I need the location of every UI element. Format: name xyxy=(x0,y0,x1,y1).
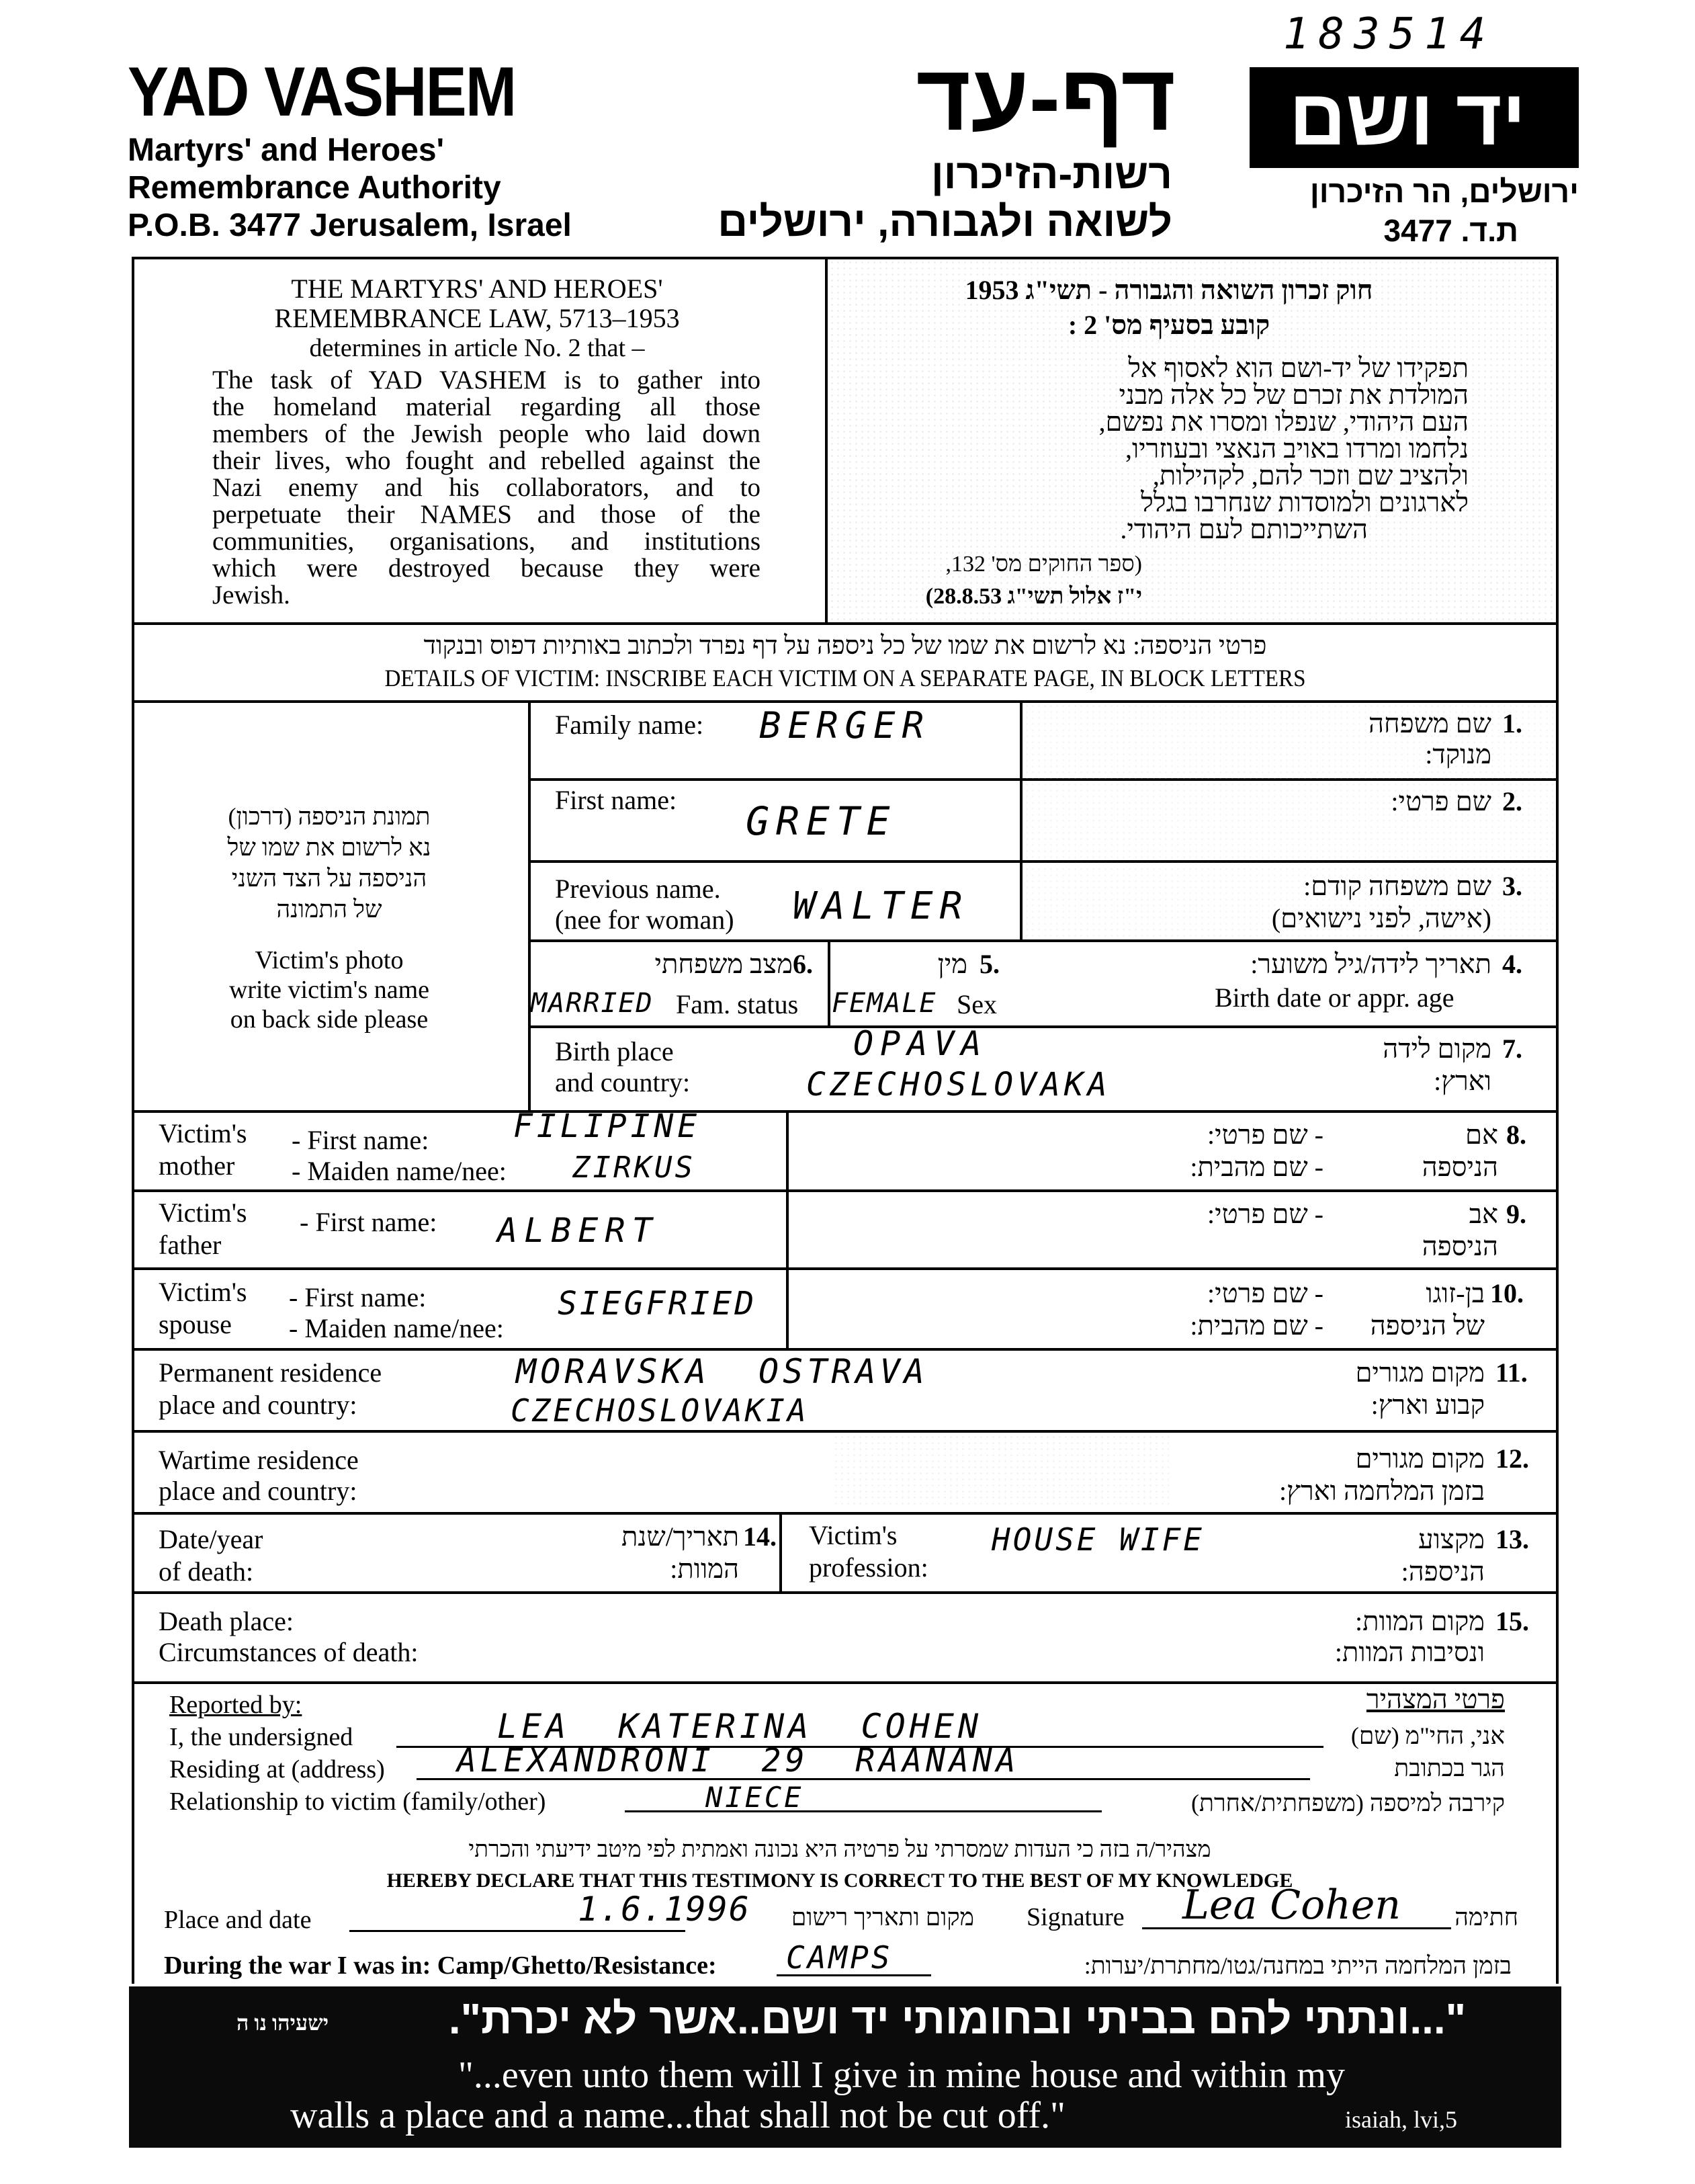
reporter-title-he: פרטי המצהיר xyxy=(1366,1684,1505,1714)
father-he-1: אב xyxy=(1469,1199,1498,1229)
row-line xyxy=(132,1512,1559,1515)
father-first-name-value: ALBERT xyxy=(497,1211,659,1250)
profession-he-1: מקצוע xyxy=(1418,1524,1485,1554)
previous-name-label-1: Previous name. xyxy=(555,874,721,904)
birth-place-value-1: OPAVA xyxy=(853,1024,988,1063)
death-place-label-2: Circumstances of death: xyxy=(159,1637,419,1667)
photo-en-3: on back side please xyxy=(230,1005,429,1034)
quote-en-ref: isaiah, lvi,5 xyxy=(1345,2106,1457,2133)
profession-label-1: Victim's xyxy=(809,1520,898,1550)
permanent-residence-label-1: Permanent residence xyxy=(159,1357,382,1388)
mother-first-name-label: - First name: xyxy=(292,1125,429,1155)
reporter-title-en: Reported by: xyxy=(169,1691,302,1719)
law-en-line: perpetuate their NAMES and those of the xyxy=(212,500,760,529)
birth-place-he-2: וארץ: xyxy=(1434,1066,1491,1096)
law-he-line: העם היהודי, שנפלו ומסרו את נפשם, xyxy=(1098,407,1469,437)
law-en-line: the homeland material regarding all those xyxy=(212,392,760,421)
relationship-he: קירבה למיספה (משפחתית/אחרת) xyxy=(1191,1790,1505,1816)
fam-status-he: מצב משפחתי xyxy=(654,949,793,979)
photo-he-3: הניספה על הצד השני xyxy=(231,865,427,892)
sex-label: Sex xyxy=(957,989,997,1019)
spouse-label-1: Victim's xyxy=(159,1277,247,1307)
permanent-residence-label-2: place and country: xyxy=(159,1390,357,1420)
law-he-line: לארגונים ולמוסדות שנחרבו בגלל xyxy=(1141,487,1469,517)
law-he-line: השתייכותם לעם היהודי. xyxy=(1120,514,1368,544)
photo-en-1: Victim's photo xyxy=(255,946,404,974)
logo-text: יד ושם xyxy=(1289,73,1526,162)
family-name-he-1: שם משפחה xyxy=(1368,708,1491,739)
law-he-line: תפקידו של יד-ושם הוא לאסוף אל xyxy=(1128,353,1469,383)
field-14-num: 14. xyxy=(743,1521,777,1552)
war-he: בזמן המלחמה הייתי במחנה/גטו/מחתרת/יערות: xyxy=(1084,1952,1512,1979)
he-right-line-2: ת.ד. 3477 xyxy=(1383,213,1518,248)
first-name-label: First name: xyxy=(555,785,677,815)
relationship-label: Relationship to victim (family/other) xyxy=(169,1788,546,1816)
field-value-divider xyxy=(1020,700,1023,942)
first-name-value: GRETE xyxy=(746,798,897,844)
org-address: P.O.B. 3477 Jerusalem, Israel xyxy=(128,208,572,243)
previous-name-he-2: (אישה, לפני נישואים) xyxy=(1271,903,1491,933)
sex-divider xyxy=(828,939,830,1025)
spouse-maiden-name-label: - Maiden name/nee: xyxy=(289,1313,504,1343)
field-2-num: 2. xyxy=(1502,786,1522,816)
death-place-he-2: ונסיבות המוות: xyxy=(1334,1637,1485,1667)
law-he-line: נלחמו ומרדו באויב הנאצי ובעוזריו, xyxy=(1125,433,1469,464)
org-subtitle-1: Martyrs' and Heroes' xyxy=(128,132,444,168)
death-place-he-1: מקום המוות: xyxy=(1354,1606,1485,1636)
spouse-he-1: בן-זוגו xyxy=(1426,1278,1485,1308)
law-he-line: המולדת את זכרם של כל אלה מבני xyxy=(1119,380,1469,410)
father-label-1: Victim's xyxy=(159,1198,247,1228)
row-line xyxy=(132,1189,1559,1192)
photo-he-1: תמונת הניספה (דרכון) xyxy=(228,803,431,830)
spouse-maiden-name-he: - שם מהבית: xyxy=(1190,1310,1323,1341)
fam-status-label: Fam. status xyxy=(676,989,799,1019)
permanent-residence-value-1: MORAVSKA OSTRAVA xyxy=(516,1352,928,1391)
relationship-line xyxy=(625,1810,1102,1812)
field-3-num: 3. xyxy=(1502,871,1522,901)
family-name-value: BERGER xyxy=(759,704,931,747)
mother-first-name-he: - שם פרטי: xyxy=(1207,1120,1323,1150)
residence-shading xyxy=(833,1434,1169,1508)
quote-he-ref: ישעיהו נו ה xyxy=(236,2011,329,2035)
family-name-he-2: מנוקד: xyxy=(1425,739,1491,769)
signature-label: Signature xyxy=(1027,1903,1125,1931)
father-first-name-he: - שם פרטי: xyxy=(1207,1199,1323,1229)
law-en-line: their lives, who fought and rebelled against the xyxy=(212,446,760,475)
org-name: YAD VASHEM xyxy=(128,53,516,131)
spouse-first-name-value: SIEGFRIED xyxy=(558,1285,757,1322)
undersigned-label: I, the undersigned xyxy=(169,1723,353,1751)
he-right-line-1: ירושלים, הר הזיכרון xyxy=(1309,174,1579,209)
law-he-title-2: קובע בסעיף מס' 2 : xyxy=(1068,310,1270,340)
field-6-num: 6. xyxy=(793,949,813,979)
birth-place-value-2: CZECHOSLOVAKA xyxy=(806,1066,1111,1103)
he-center-line-2: לשואה ולגבורה, ירושלים xyxy=(718,199,1172,245)
birth-place-label-2: and country: xyxy=(555,1067,691,1097)
previous-name-label-2: (nee for woman) xyxy=(555,905,734,935)
field-8-num: 8. xyxy=(1506,1120,1526,1150)
law-en-title-1: THE MARTYRS' AND HEROES' xyxy=(291,274,663,304)
death-date-he-2: המוות: xyxy=(670,1554,739,1584)
law-en-line: communities, organisations, and institutions xyxy=(212,527,760,556)
previous-name-he-1: שם משפחה קודם: xyxy=(1303,871,1491,901)
law-en-line: which were destroyed because they were xyxy=(212,554,760,583)
law-en-title-2: REMEMBRANCE LAW, 5713–1953 xyxy=(274,303,680,333)
place-date-line xyxy=(349,1930,685,1932)
mother-first-name-value: FILIPINE xyxy=(513,1107,701,1145)
law-en-line: Nazi enemy and his collaborators, and to xyxy=(212,473,760,502)
law-he-ref-2: י"ז אלול תשי"ג 28.8.53) xyxy=(925,584,1142,609)
row-line xyxy=(132,1267,1559,1270)
family-divider xyxy=(786,1110,789,1351)
permanent-residence-value-2: CZECHOSLOVAKIA xyxy=(511,1392,809,1429)
law-en-line: The task of YAD VASHEM is to gather into xyxy=(212,366,760,394)
permanent-residence-he-2: קבוע וארץ: xyxy=(1371,1390,1485,1420)
previous-name-value: WALTER xyxy=(793,884,969,928)
permanent-residence-he-1: מקום מגורים xyxy=(1355,1357,1485,1388)
law-en-title-3: determines in article No. 2 that – xyxy=(309,334,645,362)
declare-he: מצהיר/ה בזה כי העדות שמסרתי על פרטיה היא נכונה ואמתית לפי מיטב ידיעתי והכרתי xyxy=(468,1837,1211,1862)
field-9-num: 9. xyxy=(1506,1199,1526,1229)
place-date-value: 1.6.1996 xyxy=(578,1890,750,1929)
spouse-he-2: של הניספה xyxy=(1370,1310,1485,1341)
row-line xyxy=(528,1025,1559,1028)
death-date-he-1: תאריך/שנת xyxy=(621,1521,739,1552)
field-12-num: 12. xyxy=(1495,1443,1529,1474)
field-1-num: 1. xyxy=(1502,708,1522,739)
sex-he: מין xyxy=(937,949,967,979)
yad-vashem-logo xyxy=(1250,67,1579,168)
war-value: CAMPS xyxy=(786,1939,893,1976)
field-13-num: 13. xyxy=(1495,1524,1529,1554)
field-4-num: 4. xyxy=(1502,949,1522,979)
quote-bar xyxy=(129,1986,1561,2148)
address-value: ALEXANDRONI 29 RAANANA xyxy=(457,1742,1020,1779)
law-en-line: Jewish. xyxy=(212,581,290,610)
quote-he: "...ונתתי להם בביתי ובחומותי יד ושם..אשר לא יכרת". xyxy=(448,1994,1466,2043)
signature-he: חתימה xyxy=(1454,1904,1518,1931)
death-date-divider xyxy=(779,1512,782,1591)
father-label-2: father xyxy=(159,1230,222,1260)
mother-maiden-name-he: - שם מהבית: xyxy=(1190,1152,1323,1182)
field-5-num: 5. xyxy=(980,949,1000,979)
death-place-label-1: Death place: xyxy=(159,1606,294,1636)
spouse-label-2: spouse xyxy=(159,1309,232,1339)
quote-en-1: "...even unto them will I give in mine house and within my xyxy=(458,2054,1345,2096)
org-subtitle-2: Remembrance Authority xyxy=(128,170,501,206)
photo-divider xyxy=(528,700,531,1113)
law-he-body xyxy=(931,355,1469,543)
wartime-residence-he-1: מקום מגורים xyxy=(1355,1443,1485,1474)
field-10-num: 10. xyxy=(1490,1278,1524,1308)
sex-value: FEMALE xyxy=(832,988,937,1019)
details-en: DETAILS OF VICTIM: INSCRIBE EACH VICTIM ON A SEPARATE PAGE, IN BLOCK LETTERS xyxy=(384,665,1306,691)
birth-place-he-1: מקום לידה xyxy=(1383,1034,1491,1064)
spouse-first-name-he: - שם פרטי: xyxy=(1207,1278,1323,1308)
he-center-title: דף-עד xyxy=(916,44,1176,150)
father-first-name-label: - First name: xyxy=(300,1207,437,1237)
father-he-2: הניספה xyxy=(1422,1231,1498,1261)
photo-en-2: write victim's name xyxy=(228,976,430,1004)
law-divider xyxy=(825,257,828,625)
mother-maiden-name-label: - Maiden name/nee: xyxy=(292,1156,507,1186)
he-center-line-1: רשות-הזיכרון xyxy=(931,151,1172,198)
law-en-line: members of the Jewish people who laid down xyxy=(212,419,760,448)
profession-value: HOUSE WIFE xyxy=(992,1521,1205,1558)
field-7-num: 7. xyxy=(1502,1034,1522,1064)
signature-value: Lea Cohen xyxy=(1182,1882,1401,1929)
death-date-label-1: Date/year xyxy=(159,1524,263,1554)
spouse-first-name-label: - First name: xyxy=(289,1282,427,1312)
quote-en-2: walls a place and a name...that shall not be cut off." xyxy=(290,2095,1066,2136)
profession-he-2: הניספה: xyxy=(1401,1556,1485,1587)
mother-he-1: אם xyxy=(1465,1120,1498,1150)
first-name-he: שם פרטי: xyxy=(1391,786,1491,816)
wartime-residence-label-1: Wartime residence xyxy=(159,1445,359,1475)
row-line xyxy=(132,1591,1559,1594)
serial-number: 183514 xyxy=(1283,9,1495,59)
law-he-line: ולהציב שם וזכר להם, לקהילות, xyxy=(1152,460,1469,491)
mother-label-1: Victim's xyxy=(159,1118,247,1148)
profession-label-2: profession: xyxy=(809,1552,928,1583)
law-en-body xyxy=(212,367,760,609)
law-he-title-1: חוק זכרון השואה והגבורה - תשי"ג 1953 xyxy=(965,275,1373,305)
law-he-ref-1: (ספר החוקים מס' 132, xyxy=(945,552,1142,577)
undersigned-he: אני, החי"מ (שם) xyxy=(1350,1722,1505,1749)
field-15-num: 15. xyxy=(1495,1606,1529,1636)
birth-date-he: תאריך לידה/גיל משוער: xyxy=(1250,949,1491,979)
war-label: During the war I was in: Camp/Ghetto/Resistance: xyxy=(164,1951,717,1980)
address-he: הגר בכתובת xyxy=(1394,1755,1505,1781)
family-name-label: Family name: xyxy=(555,710,704,740)
undersigned-value: LEA KATERINA COHEN xyxy=(497,1707,983,1746)
declare-en: HEREBY DECLARE THAT THIS TESTIMONY IS CORRECT TO THE BEST OF MY KNOWLEDGE xyxy=(386,1870,1293,1892)
place-date-he: מקום ותאריך רישום xyxy=(791,1904,974,1931)
fam-status-value: MARRIED xyxy=(531,988,654,1019)
birth-place-label-1: Birth place xyxy=(555,1036,674,1066)
photo-he-2: נא לרשום את שמו של xyxy=(227,834,431,861)
mother-label-2: mother xyxy=(159,1150,235,1181)
wartime-residence-he-2: בזמן המלחמה וארץ: xyxy=(1279,1476,1485,1506)
death-date-label-2: of death: xyxy=(159,1556,254,1587)
wartime-residence-label-2: place and country: xyxy=(159,1476,357,1506)
mother-maiden-name-value: ZIRKUS xyxy=(572,1150,695,1185)
row-line xyxy=(132,1430,1559,1433)
place-date-label: Place and date xyxy=(164,1906,312,1934)
details-he: פרטי הניספה: נא לרשום את שמו של כל ניספה על דף נפרד ולכתוב באותיות דפוס ובנקוד xyxy=(423,632,1267,660)
field-11-num: 11. xyxy=(1495,1357,1528,1388)
photo-he-4: של התמונה xyxy=(276,896,382,923)
relationship-value: NIECE xyxy=(705,1781,804,1814)
address-label: Residing at (address) xyxy=(169,1755,385,1783)
birth-date-label: Birth date or appr. age xyxy=(1215,982,1454,1013)
mother-he-2: הניספה xyxy=(1422,1152,1498,1182)
